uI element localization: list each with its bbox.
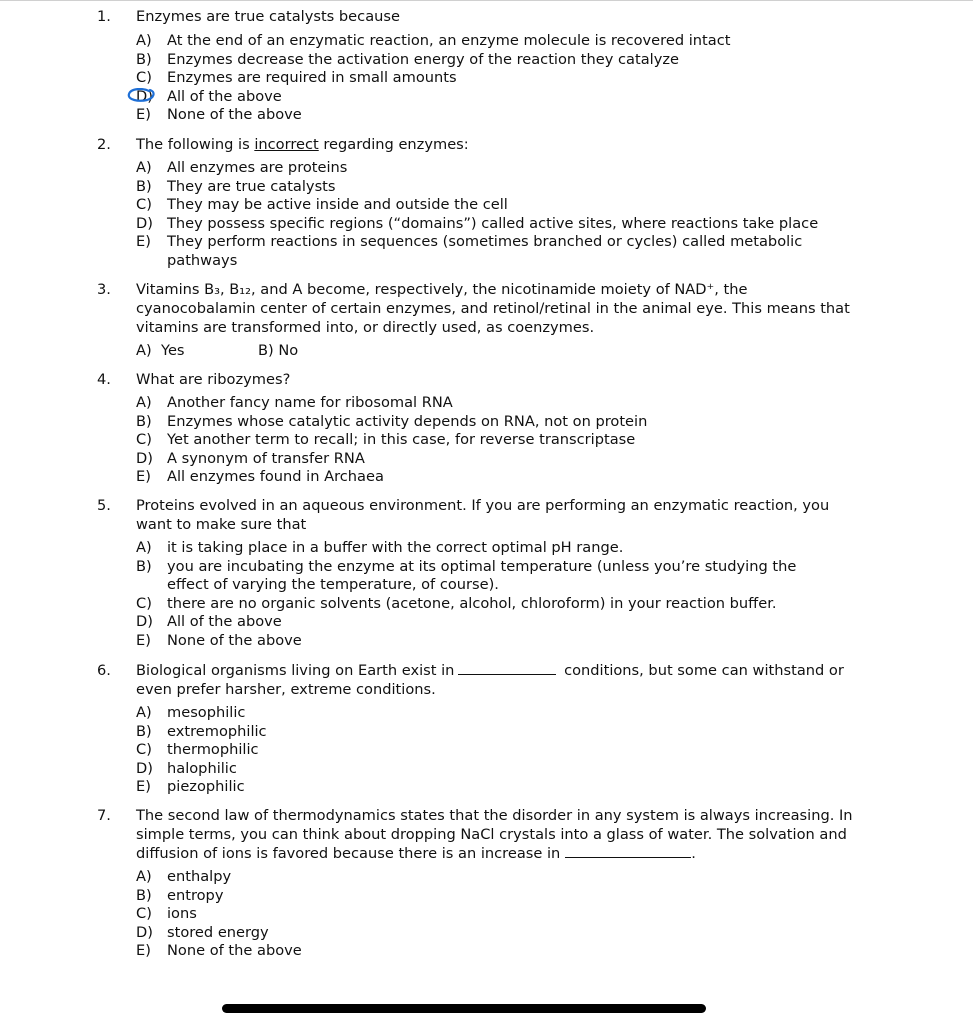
option-c[interactable]: C) thermophilic [136,741,259,759]
option-b[interactable]: B) entropy [136,886,224,904]
option-d[interactable]: D) A synonym of transfer RNA [136,449,365,467]
options-list [136,394,866,487]
question-number: 3. [97,281,111,298]
option-d[interactable]: D) stored energy [136,923,269,941]
option-c[interactable]: C) Enzymes are required in small amounts [136,69,457,87]
option-b[interactable]: B) No [258,342,299,359]
option-a[interactable]: A) All enzymes are proteins [136,159,348,176]
question-number: 1. [97,8,111,25]
options-list [136,342,866,361]
options-row [136,342,866,361]
option-c[interactable]: C) ions [136,905,197,923]
options-list [136,32,866,125]
underlined-word: incorrect [254,136,319,153]
options-list [136,539,866,651]
option-c[interactable]: C) there are no organic solvents (acetone, alcohol, chloroform) in your reaction buffer. [136,594,777,612]
option-e[interactable]: E) piezophilic [136,778,245,796]
option-a[interactable]: A) it is taking place in a buffer with the correct optimal pH range. [136,539,624,556]
option-a[interactable]: A) Another fancy name for ribosomal RNA [136,394,453,411]
option-a[interactable]: A) mesophilic [136,704,246,721]
question-number: 6. [97,662,111,679]
question-stem: The following is incorrect regarding enzymes: [136,136,469,153]
option-b[interactable]: B) you are incubating the enzyme at its optimal temperature (unless you’re studying the effect of varying the temperature, of course). [136,557,797,594]
question-stem: The second law of thermodynamics states that the disorder in any system is always increasing. In simple terms, you can think about dropping NaCl crystals into a glass of water. The solvation and diffusion of ions is favored because there is an increase in . [136,807,853,862]
question-number: 5. [97,497,111,514]
top-divider [0,0,973,1]
option-a[interactable]: A) enthalpy [136,868,232,885]
fill-in-blank [458,662,556,675]
question-stem: What are ribozymes? [136,371,291,388]
option-e[interactable]: E) None of the above [136,106,302,124]
option-c[interactable]: C) Yet another term to recall; in this case, for reverse transcriptase [136,431,636,449]
option-d[interactable]: D) All of the above [136,87,282,105]
question-stem: Enzymes are true catalysts because [136,8,400,25]
question-stem: Vitamins B₃, B₁₂, and A become, respectively, the nicotinamide moiety of NAD⁺, the cyanocobalamin center of certain enzymes, and retinol/retinal in the animal eye. This means that vitamins are transformed into, or directly used, as coenzymes. [136,281,850,336]
option-e[interactable]: E) None of the above [136,631,302,649]
question-number: 4. [97,371,111,388]
answer-circle-annotation [127,88,157,103]
option-e[interactable]: E) They perform reactions in sequences (sometimes branched or cycles) called metabolic pathways [136,233,803,269]
question-number: 7. [97,807,111,824]
option-d[interactable]: D) They possess specific regions (“domains”) called active sites, where reactions take place [136,214,819,232]
question-stem: Biological organisms living on Earth exist in conditions, but some can withstand or even prefer harsher, extreme conditions. [136,662,844,698]
options-list [136,159,866,271]
question-number: 2. [97,136,111,153]
question-stem: Proteins evolved in an aqueous environment. If you are performing an enzymatic reaction, you want to make sure that [136,497,830,533]
option-e[interactable]: E) All enzymes found in Archaea [136,468,384,486]
option-e[interactable]: E) None of the above [136,942,302,960]
options-list [136,704,866,797]
option-a[interactable]: A) Yes [136,342,185,359]
option-b[interactable]: B) Enzymes whose catalytic activity depends on RNA, not on protein [136,412,648,430]
fill-in-blank [565,845,691,858]
option-b[interactable]: B) They are true catalysts [136,177,336,195]
option-c[interactable]: C) They may be active inside and outside the cell [136,196,508,214]
option-d[interactable]: D) halophilic [136,759,237,777]
option-a[interactable]: A) At the end of an enzymatic reaction, an enzyme molecule is recovered intact [136,32,731,49]
option-d[interactable]: D) All of the above [136,613,282,631]
options-list [136,868,866,961]
option-b[interactable]: B) extremophilic [136,722,267,740]
home-indicator-bar[interactable] [222,1004,706,1013]
option-b[interactable]: B) Enzymes decrease the activation energy of the reaction they catalyze [136,50,679,68]
